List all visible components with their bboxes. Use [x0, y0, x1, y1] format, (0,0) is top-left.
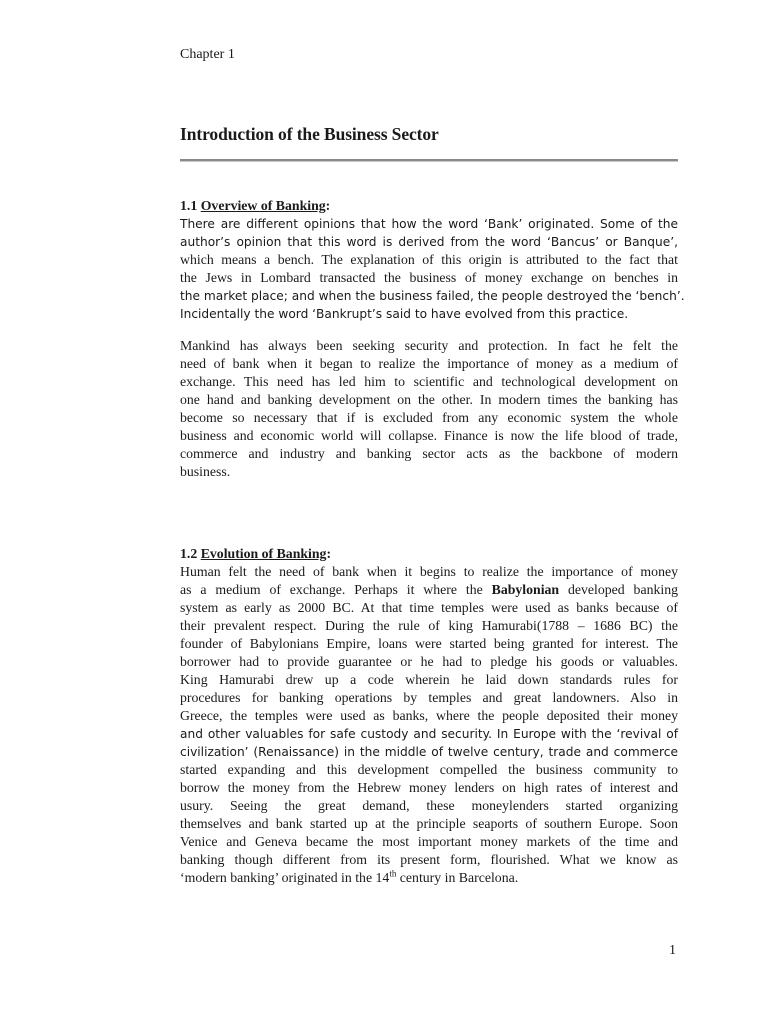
text-line: There are different opinions that how the word ‘Bank’ originated. Some of the: [180, 217, 678, 231]
text-line: Incidentally the word ‘Bankrupt’s said to have evolved from this practice.: [180, 307, 629, 321]
bold-term: Babylonian: [491, 582, 560, 597]
text-line: commerce and industry and banking sector acts as the backbone of modern: [180, 446, 678, 461]
section-overview-of-banking: [180, 197, 685, 481]
text-line: Mankind has always been seeking security and protection. In fact he felt the: [180, 338, 678, 353]
text-line: banking though different from its present form, flourished. What we know as: [180, 852, 678, 867]
text-line: need of bank when it began to realize the importance of money as a medium of: [180, 356, 678, 371]
text-line: business.: [180, 464, 231, 479]
page-number: 1: [669, 943, 676, 958]
text-line: system as early as 2000 BC. At that time temples were used as banks because of: [180, 600, 678, 615]
text-run: century in Barcelona.: [396, 870, 519, 885]
text-run: ‘modern banking’ originated in the 14: [180, 870, 390, 885]
text-run: as a medium of exchange. Perhaps it where the: [180, 582, 492, 597]
text-line: one hand and banking development on the other. In modern times the banking has: [180, 392, 678, 407]
text-line: Greece, the temples were used as banks, where the people deposited their money: [180, 708, 678, 723]
superscript: th: [389, 868, 397, 879]
text-line: Human felt the need of bank when it begins to realize the importance of money: [180, 564, 678, 579]
section-heading-colon: :: [325, 198, 331, 213]
text-line: exchange. This need has led him to scientific and technological development on: [180, 374, 678, 389]
text-line: [180, 869, 678, 887]
section-heading-colon: :: [326, 546, 332, 561]
chapter-title: Introduction of the Business Sector: [180, 124, 439, 144]
section-evolution-of-banking: [180, 545, 678, 887]
text-line: King Hamurabi drew up a code wherein he laid down standards rules for: [180, 672, 678, 687]
section-heading: [180, 197, 678, 215]
text-line: the Jews in Lombard transacted the business of money exchange on benches in: [180, 270, 678, 285]
text-line: procedures for banking operations by temples and great landowners. Also in: [180, 690, 678, 705]
paragraph: [180, 563, 678, 887]
text-line: civilization’ (Renaissance) in the middle of twelve century, trade and commerce: [180, 745, 678, 759]
text-line: Venice and Geneva became the most important money markets of the time and: [180, 834, 678, 849]
text-line: the market place; and when the business failed, the people destroyed the ‘bench’.: [180, 289, 685, 303]
section-number: 1.1: [180, 198, 198, 213]
text-line: founder of Babylonians Empire, loans were started being granted for interest. The: [180, 636, 678, 651]
text-line: which means a bench. The explanation of this origin is attributed to the fact that: [180, 252, 678, 267]
text-line: business and economic world will collapse. Finance is now the life blood of trade,: [180, 428, 678, 443]
text-line: [180, 581, 678, 599]
text-line: and other valuables for safe custody and security. In Europe with the ‘revival of: [180, 727, 678, 741]
paragraph: [180, 337, 678, 481]
title-divider: [180, 159, 678, 162]
section-heading-text: Overview of Banking: [200, 198, 326, 213]
text-line: borrower had to provide guarantee or he had to pledge his goods or valuables.: [180, 654, 678, 669]
text-run: developed banking: [559, 582, 678, 597]
text-line: their prevalent respect. During the rule of king Hamurabi(1788 – 1686 BC) the: [180, 618, 678, 633]
chapter-label: Chapter 1: [180, 47, 235, 62]
text-line: usury. Seeing the great demand, these moneylenders started organizing: [180, 798, 678, 813]
text-line: become so necessary that if is excluded from any economic system the whole: [180, 410, 678, 425]
text-line: themselves and bank started up at the principle seaports of southern Europe. Soon: [180, 816, 678, 831]
paragraph: [180, 215, 685, 323]
section-number: 1.2: [180, 546, 198, 561]
text-line: author’s opinion that this word is derived from the word ‘Bancus’ or Banque’,: [180, 235, 678, 249]
section-heading-text: Evolution of Banking: [200, 546, 327, 561]
text-line: borrow the money from the Hebrew money lenders on high rates of interest and: [180, 780, 678, 795]
section-heading: [180, 545, 678, 563]
text-line: started expanding and this development compelled the business community to: [180, 762, 678, 777]
